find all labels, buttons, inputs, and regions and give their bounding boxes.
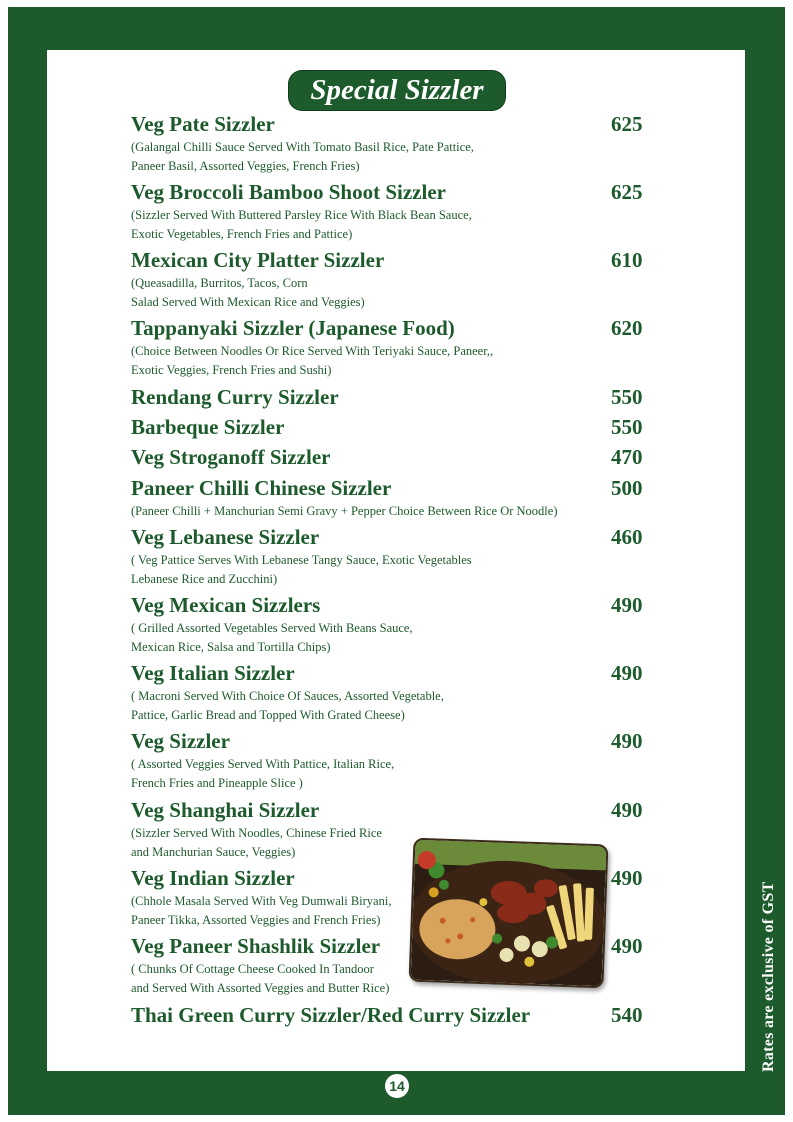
- item-description: ( Chunks Of Cottage Cheese Cooked In Tandoor and Served With Assorted Veggies and Butter Rice): [131, 962, 390, 995]
- item-description: (Queasadilla, Burritos, Tacos, Corn Salad Served With Mexican Rice and Veggies): [131, 276, 365, 309]
- item-name: Barbeque Sizzler: [131, 415, 285, 439]
- item-price: 610: [611, 248, 643, 272]
- page-number: 14: [385, 1074, 409, 1098]
- item-name: Veg Broccoli Bamboo Shoot Sizzler: [131, 180, 446, 204]
- item-description: (Paneer Chilli + Manchurian Semi Gravy + Pepper Choice Between Rice Or Noodle): [131, 504, 558, 518]
- item-description: (Galangal Chilli Sauce Served With Tomato Basil Rice, Pate Pattice, Paneer Basil, Assorted Veggies, French Fries): [131, 140, 474, 173]
- item-price: 500: [611, 476, 643, 500]
- item-price: 620: [611, 316, 643, 340]
- item-name: Veg Stroganoff Sizzler: [131, 445, 331, 469]
- item-price: 460: [611, 525, 643, 549]
- item-name: Veg Shanghai Sizzler: [131, 798, 320, 822]
- item-name: Veg Paneer Shashlik Sizzler: [131, 934, 381, 958]
- item-name: Rendang Curry Sizzler: [131, 385, 339, 409]
- item-name: Mexican City Platter Sizzler: [131, 248, 385, 272]
- item-description: (Sizzler Served With Buttered Parsley Rice With Black Bean Sauce, Exotic Vegetables, French Fries and Pattice): [131, 208, 472, 241]
- item-name: Tappanyaki Sizzler (Japanese Food): [131, 316, 455, 340]
- item-description: ( Grilled Assorted Vegetables Served With Beans Sauce, Mexican Rice, Salsa and Tortilla Chips): [131, 621, 413, 654]
- item-name: Veg Pate Sizzler: [131, 112, 275, 136]
- item-name: Veg Lebanese Sizzler: [131, 525, 320, 549]
- item-price: 550: [611, 415, 643, 439]
- item-name: Thai Green Curry Sizzler/Red Curry Sizzler: [131, 1003, 531, 1027]
- item-price: 625: [611, 180, 643, 204]
- item-price: 490: [611, 729, 643, 753]
- item-name: Veg Mexican Sizzlers: [131, 593, 321, 617]
- item-price: 470: [611, 445, 643, 469]
- section-title: Special Sizzler: [289, 71, 505, 110]
- item-price: 490: [611, 866, 643, 890]
- item-price: 490: [611, 593, 643, 617]
- item-price: 490: [611, 798, 643, 822]
- item-description: (Choice Between Noodles Or Rice Served With Teriyaki Sauce, Paneer,, Exotic Veggies, French Fries and Sushi): [131, 344, 494, 377]
- item-name: Veg Indian Sizzler: [131, 866, 295, 890]
- item-name: Paneer Chilli Chinese Sizzler: [131, 476, 392, 500]
- item-description: (Sizzler Served With Noodles, Chinese Fried Rice and Manchurian Sauce, Veggies): [131, 826, 382, 859]
- item-price: 540: [611, 1003, 643, 1027]
- item-price: 490: [611, 934, 643, 958]
- item-description: ( Veg Pattice Serves With Lebanese Tangy Sauce, Exotic Vegetables Lebanese Rice and Zucchini): [131, 553, 472, 586]
- item-description: ( Macroni Served With Choice Of Sauces, Assorted Vegetable, Pattice, Garlic Bread and Topped With Grated Cheese): [131, 689, 444, 722]
- item-description: (Chhole Masala Served With Veg Dumwali Biryani, Paneer Tikka, Assorted Veggies and French Fries): [131, 894, 392, 927]
- item-price: 625: [611, 112, 643, 136]
- sizzler-photo: [409, 838, 609, 989]
- item-name: Veg Italian Sizzler: [131, 661, 295, 685]
- item-description: ( Assorted Veggies Served With Pattice, Italian Rice, French Fries and Pineapple Slice ): [131, 757, 395, 790]
- item-name: Veg Sizzler: [131, 729, 230, 753]
- item-price: 550: [611, 385, 643, 409]
- item-price: 490: [611, 661, 643, 685]
- gst-note: Rates are exclusive of GST: [760, 881, 777, 1072]
